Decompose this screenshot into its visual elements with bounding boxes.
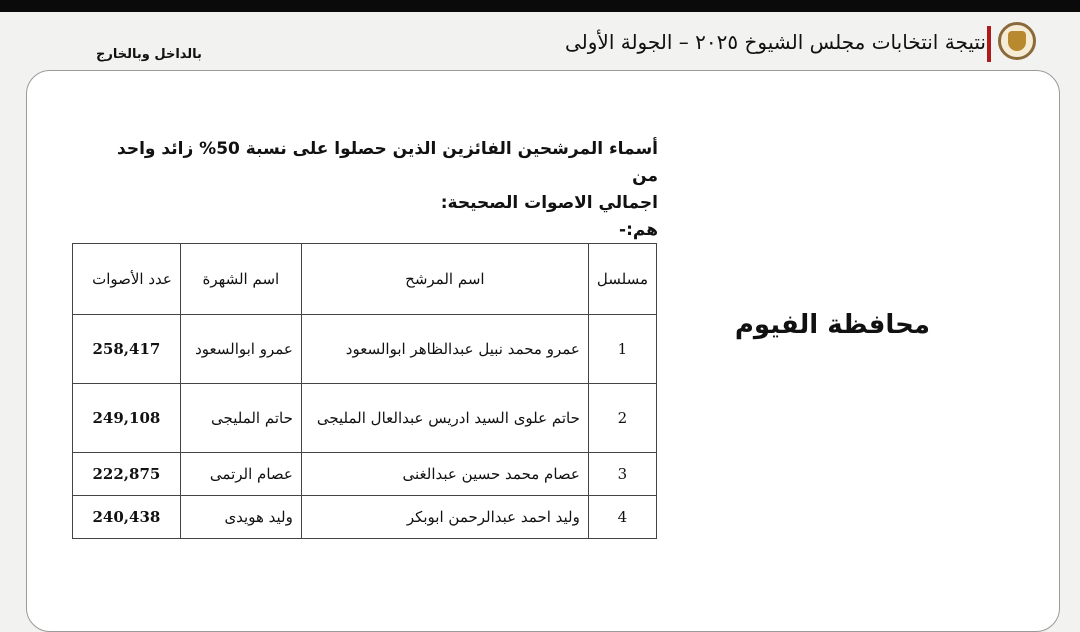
header-votes: عدد الأصوات — [73, 244, 181, 315]
row-serial: 3 — [588, 453, 656, 496]
row-serial: 1 — [588, 315, 656, 384]
governorate-title: محافظة الفيوم — [734, 310, 930, 340]
table-row — [73, 384, 657, 453]
row-votes: 240,438 — [73, 496, 181, 539]
results-table — [72, 243, 657, 539]
header-divider — [987, 26, 991, 62]
page-subtitle: بالداخل وبالخارج — [96, 47, 202, 62]
intro-line-3: هم:- — [619, 220, 658, 240]
row-serial: 2 — [588, 384, 656, 453]
page-title: نتيجة انتخابات مجلس الشيوخ ٢٠٢٥ – الجولة الأولى — [564, 30, 986, 54]
table-header-row — [73, 244, 657, 315]
row-candidate-name: عمرو محمد نبيل عبدالظاهر ابوالسعود — [301, 315, 588, 384]
row-serial: 4 — [588, 496, 656, 539]
intro-line-2: اجمالي الاصوات الصحيحة: — [440, 193, 658, 213]
row-candidate-name: عصام محمد حسين عبدالغنى — [301, 453, 588, 496]
intro-text — [96, 136, 658, 244]
table-row — [73, 453, 657, 496]
header-serial: مسلسل — [588, 244, 656, 315]
row-votes: 222,875 — [73, 453, 181, 496]
row-known-name: حاتم المليجى — [180, 384, 301, 453]
egypt-eagle-seal-icon — [998, 22, 1036, 60]
header-known-name: اسم الشهرة — [180, 244, 301, 315]
row-votes: 258,417 — [73, 315, 181, 384]
row-known-name: عمرو ابوالسعود — [180, 315, 301, 384]
row-known-name: عصام الرتمى — [180, 453, 301, 496]
table-row — [73, 496, 657, 539]
intro-line-1: أسماء المرشحين الفائزين الذين حصلوا على نسبة 50% زائد واحد من — [117, 139, 658, 186]
row-votes: 249,108 — [73, 384, 181, 453]
table-row — [73, 315, 657, 384]
row-candidate-name: حاتم علوى السيد ادريس عبدالعال المليجى — [301, 384, 588, 453]
row-known-name: وليد هويدى — [180, 496, 301, 539]
header-candidate-name: اسم المرشح — [301, 244, 588, 315]
row-candidate-name: وليد احمد عبدالرحمن ابوبكر — [301, 496, 588, 539]
top-black-bar — [0, 0, 1080, 12]
